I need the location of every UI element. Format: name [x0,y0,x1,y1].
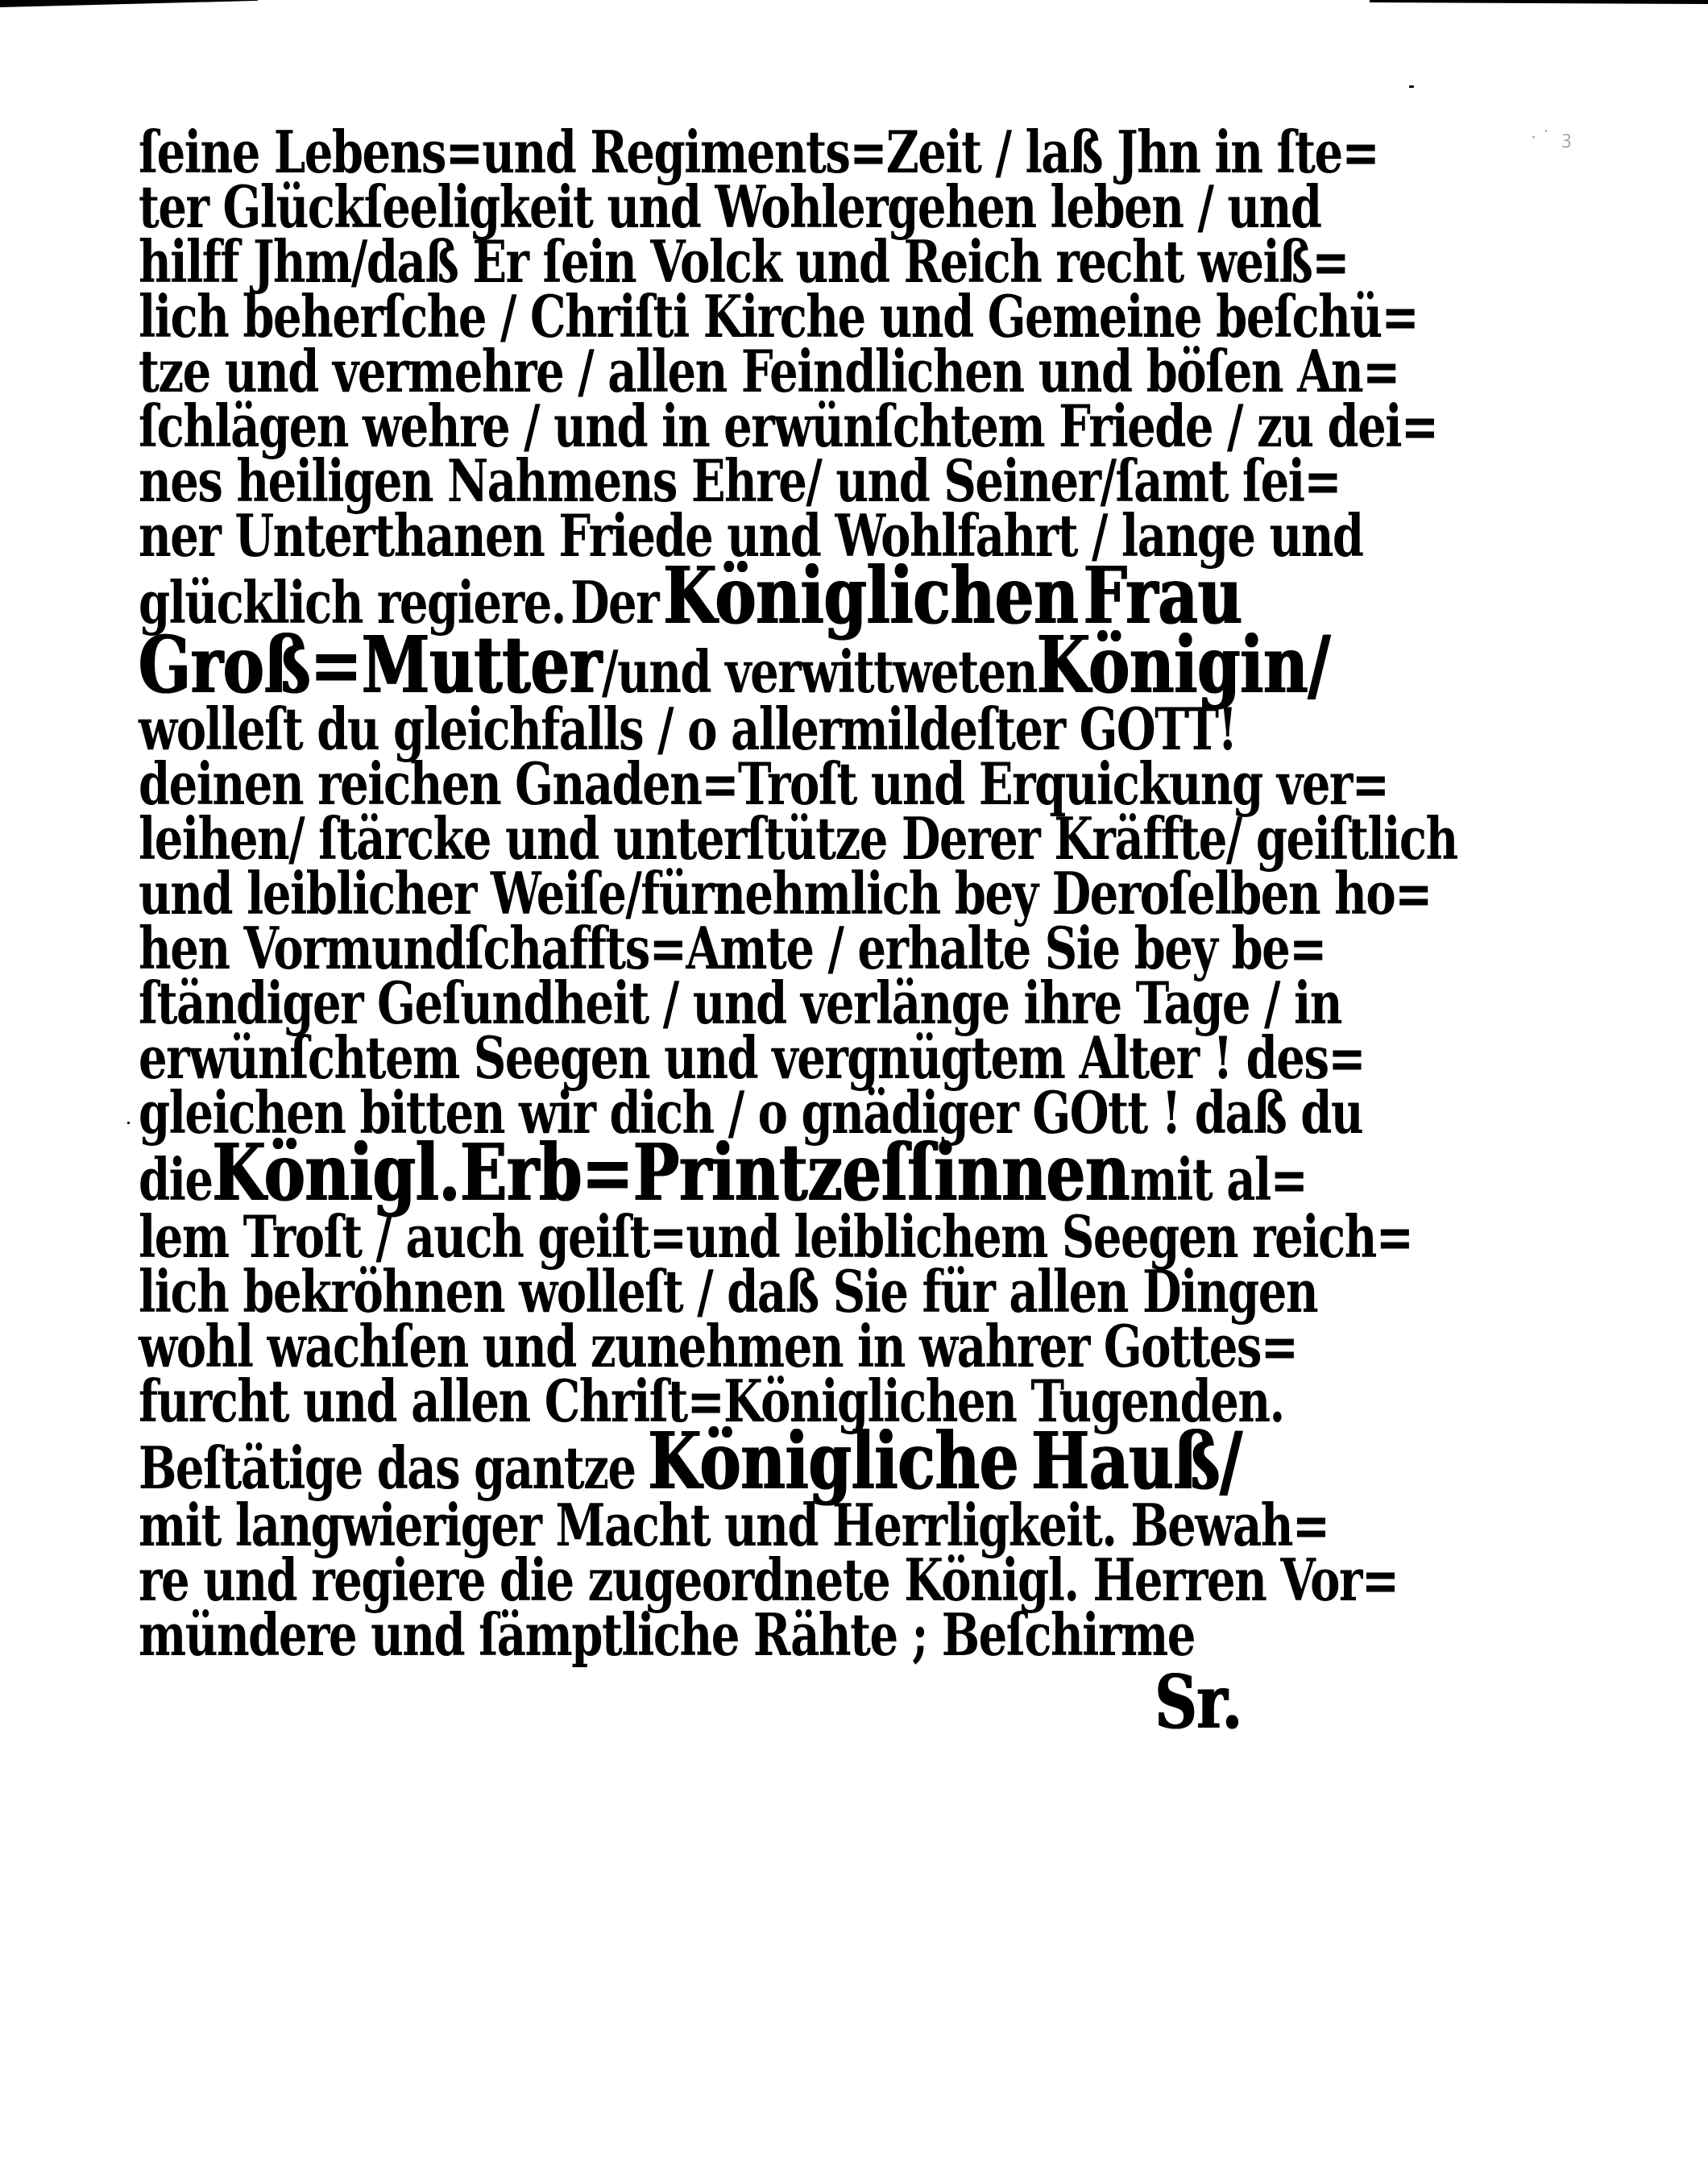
emphasized-title-word: Königin/ [1037,619,1331,712]
emphasized-title-word: Printzeſſinnen [633,1127,1130,1219]
line-text: glücklich regiere. [139,569,566,638]
line-text: tze und vermehre / allen Feindlichen und böſen An= [139,338,1399,406]
line-text: furcht und allen Chriſt=Königlichen Tugenden. [139,1367,1284,1436]
line-text: ſeine Lebens=und Regiments=Zeit / laß Jhn in ſte= [139,118,1378,187]
emphasized-title-word: Erb= [460,1127,634,1219]
line-text: ner Unterthanen Friede und Wohlfahrt / lange und [139,502,1363,571]
emphasized-title-word: Königlichen [663,550,1079,642]
line-text: wohl wachſen und zunehmen in wahrer Gottes= [139,1313,1298,1381]
emphasized-title-word: Groß=Mutter [139,619,603,712]
emphasized-title-word: Frau [1083,550,1242,642]
line-text: erwünſchtem Seegen und vergnügtem Alter ! des= [139,1024,1365,1093]
line-text: hilff Jhm/daß Er ſein Volck und Reich recht weiß= [139,228,1349,297]
line-text: hen Vormundſchaffts=Amte / erhalte Sie bey be= [139,915,1326,983]
line-text: re und regiere die zugeordnete Königl. Herren Vor= [139,1546,1399,1615]
line-text: und leiblicher Weiſe/fürnehmlich bey Deroſelben ho= [139,860,1432,928]
corner-page-mark: · ͘ ꝫ [1531,128,1577,148]
line-text: Beſtätige das gantze [139,1434,636,1504]
page-body-text [139,118,1457,1746]
scan-edge-artifact-right [1370,0,1708,4]
line-text: mit langwieriger Macht und Herrligkeit. Bewah= [139,1492,1329,1560]
line-text: deinen reichen Gnaden=Troſt und Erquickung ver= [139,750,1389,819]
line-text: ſtändiger Geſundheit / und verlänge ihre Tage / in [139,969,1341,1038]
line-text: mündere und ſämptliche Rähte ; Beſchirme [139,1601,1195,1670]
line-text: ter Glückſeeligkeit und Wohlergehen leben / und [139,173,1321,242]
line-text: die [139,1146,213,1215]
line-text: ſchlägen wehre / und in erwünſchtem Friede / zu dei= [139,392,1438,461]
emphasized-title-word: Hauß/ [1031,1415,1242,1508]
line-text: wolleſt du gleichfalls / o allermildeſter GOTT! [139,695,1237,764]
catchword: Sr. [1155,1657,1242,1745]
line-text: nes heiligen Nahmens Ehre/ und Seiner/ſamt ſei= [139,447,1341,516]
scan-edge-artifact-left [0,0,258,7]
emphasized-title-word: Königliche [648,1415,1019,1508]
line-text: lich beherſche / Chriſti Kirche und Gemeine beſchü= [139,283,1418,351]
line-text: /und verwittweten [602,638,1038,707]
line-text: lich bekröhnen wolleſt / daß Sie für allen Dingen [139,1258,1318,1326]
line-text: mit al= [1130,1146,1308,1215]
line-text: gleichen bitten wir dich / o gnädiger GOtt ! daß du [139,1079,1363,1147]
line-text: leihen/ ſtärcke und unterſtütze Derer Kräffte/ geiſtlich [139,805,1457,873]
catchword-line [139,1658,1242,1746]
scan-speck [1409,85,1414,88]
emphasized-title-word: Königl. [212,1127,461,1219]
line-text: Der [570,569,659,638]
line-text: lem Troſt / auch geiſt=und leiblichem Seegen reich= [139,1203,1413,1272]
scan-speck [127,1122,130,1124]
